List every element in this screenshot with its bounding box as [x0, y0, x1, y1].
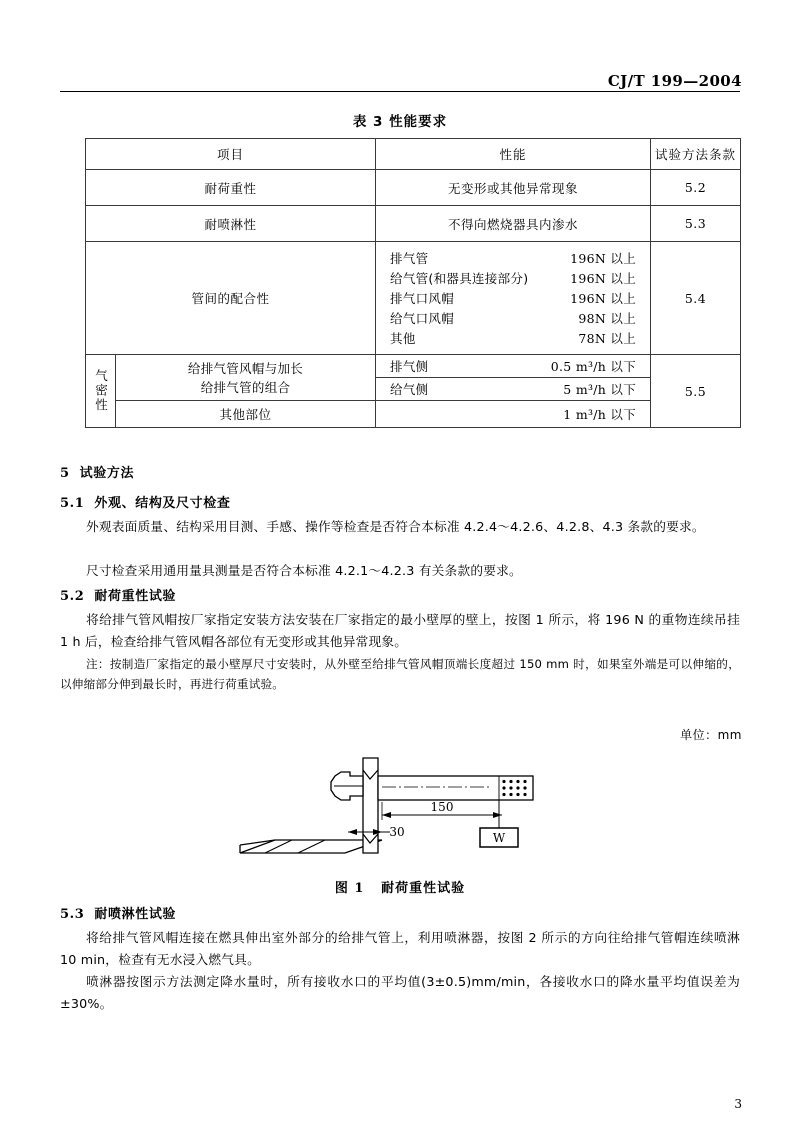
list-item — [376, 288, 650, 308]
table-header-item: 项目 — [86, 139, 376, 170]
table-header-row — [86, 139, 741, 170]
gas-tightness-sub-label — [116, 355, 376, 401]
row-clause-pipe-compatibility: 5.4 — [651, 242, 741, 355]
row-performance-load-resistance: 无变形或其他异常现象 — [376, 170, 651, 206]
section-title: 外观、结构及尺寸检查 — [94, 496, 231, 511]
row-clause-load-resistance: 5.2 — [651, 170, 741, 206]
section-heading-5-3 — [60, 903, 176, 922]
performance-requirements-table — [85, 138, 741, 428]
paragraph-5-3-1: 将给排气管风帽连接在燃具伸出室外部分的给排气管上，利用喷淋器，按图 2 所示的方向往给排气管帽连续喷淋 10 min，检查有无水浸入燃气具。 — [60, 930, 740, 967]
list-item — [376, 268, 650, 288]
sub-label-line2: 给排气管的组合 — [200, 379, 291, 395]
gas-tightness-other-value-cell — [376, 401, 651, 428]
paragraph-5-1-1: 外观表面质量、结构采用目测、手感、操作等检查是否符合本标准 4.2.4～4.2.6、4.2.8、4.3 条款的要求。 — [86, 519, 705, 534]
load-test-drawing-svg — [230, 752, 580, 867]
section-number: 5.3 — [60, 907, 85, 922]
gas-tightness-other-label: 其他部位 — [116, 401, 376, 428]
section-number: 5.1 — [60, 496, 85, 511]
figure-title: 耐荷重性试验 — [381, 881, 466, 896]
spec-value: 78N 以上 — [578, 330, 637, 346]
dimension-label-30: 30 — [389, 825, 405, 839]
paragraph-5-2-1: 将给排气管风帽按厂家指定安装方法安装在厂家指定的最小壁厚的壁上，按图 1 所示，将 196 N 的重物连续吊挂 1 h 后，检查给排气管风帽各部位有无变形或其他异常现象。 — [60, 612, 740, 649]
list-item — [376, 328, 650, 348]
table-title: 表 3 性能要求 — [352, 114, 448, 130]
section-number: 5 — [60, 466, 70, 481]
spec-name: 其他 — [390, 330, 416, 346]
row-item-load-resistance: 耐荷重性 — [86, 170, 376, 206]
standard-code-header: CJ/T 199—2004 — [607, 72, 742, 90]
table-row — [86, 170, 741, 206]
row-group-gas-tightness — [86, 355, 116, 428]
section-heading-5 — [60, 462, 134, 481]
spec-name: 排气口风帽 — [390, 290, 455, 306]
spec-name: 排气侧 — [390, 358, 429, 374]
spec-name: 给气管(和器具连接部分) — [390, 270, 529, 286]
spec-value: 196N 以上 — [570, 250, 637, 266]
sub-label-line1: 给排气管风帽与加长 — [187, 360, 304, 376]
gas-tightness-vertical-label: 气密性 — [93, 369, 109, 413]
section-title: 耐荷重性试验 — [94, 589, 177, 604]
spec-list — [376, 242, 650, 354]
gas-tightness-supply-side — [376, 378, 651, 401]
weight-label: W — [492, 831, 506, 845]
dimension-label-150: 150 — [430, 800, 454, 814]
spec-value: 1 m³/h 以下 — [563, 406, 637, 422]
list-item — [376, 308, 650, 328]
spec-value: 0.5 m³/h 以下 — [550, 358, 637, 374]
header-divider-rule — [60, 91, 740, 92]
row-item-spray-resistance: 耐喷淋性 — [86, 206, 376, 242]
wall-shape — [363, 758, 378, 853]
row-performance-spray-resistance: 不得向燃烧器具内渗水 — [376, 206, 651, 242]
table-header-performance: 性能 — [376, 139, 651, 170]
note-5-2: 注：按制造厂家指定的最小壁厚尺寸安装时，从外壁至给排气管风帽顶端长度超过 150 mm 时，如果室外端是可以伸缩的，以伸缩部分伸到最长时，再进行荷重试验。 — [60, 657, 740, 691]
section-heading-5-1 — [60, 492, 230, 511]
spec-name: 给气侧 — [390, 381, 429, 397]
figure-load-resistance-test-diagram — [230, 752, 580, 867]
section-title: 试验方法 — [79, 466, 135, 481]
spec-value: 98N 以上 — [578, 310, 637, 326]
spec-value: 196N 以上 — [570, 270, 637, 286]
row-clause-spray-resistance: 5.3 — [651, 206, 741, 242]
table-row — [86, 401, 741, 428]
section-title: 耐喷淋性试验 — [94, 907, 177, 922]
table-row — [86, 242, 741, 355]
table-header-clause: 试验方法条款 — [651, 139, 741, 170]
floor-plate-shape — [240, 840, 382, 853]
table-row — [86, 206, 741, 242]
paragraph-5-3-2: 喷淋器按图示方法测定降水量时，所有接收水口的平均值(3±0.5)mm/min，各接收水口的降水量平均值误差为±30%。 — [60, 974, 740, 1011]
row-performance-pipe-compatibility — [376, 242, 651, 355]
spec-value: 196N 以上 — [570, 290, 637, 306]
list-item — [376, 248, 650, 268]
paragraph-5-1-2: 尺寸检查采用通用量具测量是否符合本标准 4.2.1～4.2.3 有关条款的要求。 — [86, 563, 522, 578]
list-item — [376, 404, 650, 424]
table-row — [86, 355, 741, 378]
section-heading-5-2 — [60, 585, 176, 604]
page-number: 3 — [734, 1097, 742, 1111]
gas-tightness-exhaust-side — [376, 355, 651, 378]
figure-unit-label: 单位：mm — [680, 728, 742, 742]
list-item — [376, 356, 650, 376]
section-number: 5.2 — [60, 589, 85, 604]
figure-number: 图 1 — [334, 881, 365, 896]
spec-name: 排气管 — [390, 250, 429, 266]
row-clause-gas-tightness: 5.5 — [651, 355, 741, 428]
row-item-pipe-compatibility: 管间的配合性 — [86, 242, 376, 355]
spec-name: 给气口风帽 — [390, 310, 455, 326]
figure-caption — [0, 877, 800, 896]
appliance-body-shape — [331, 772, 363, 800]
spec-value: 5 m³/h 以下 — [563, 381, 637, 397]
list-item — [376, 379, 650, 399]
